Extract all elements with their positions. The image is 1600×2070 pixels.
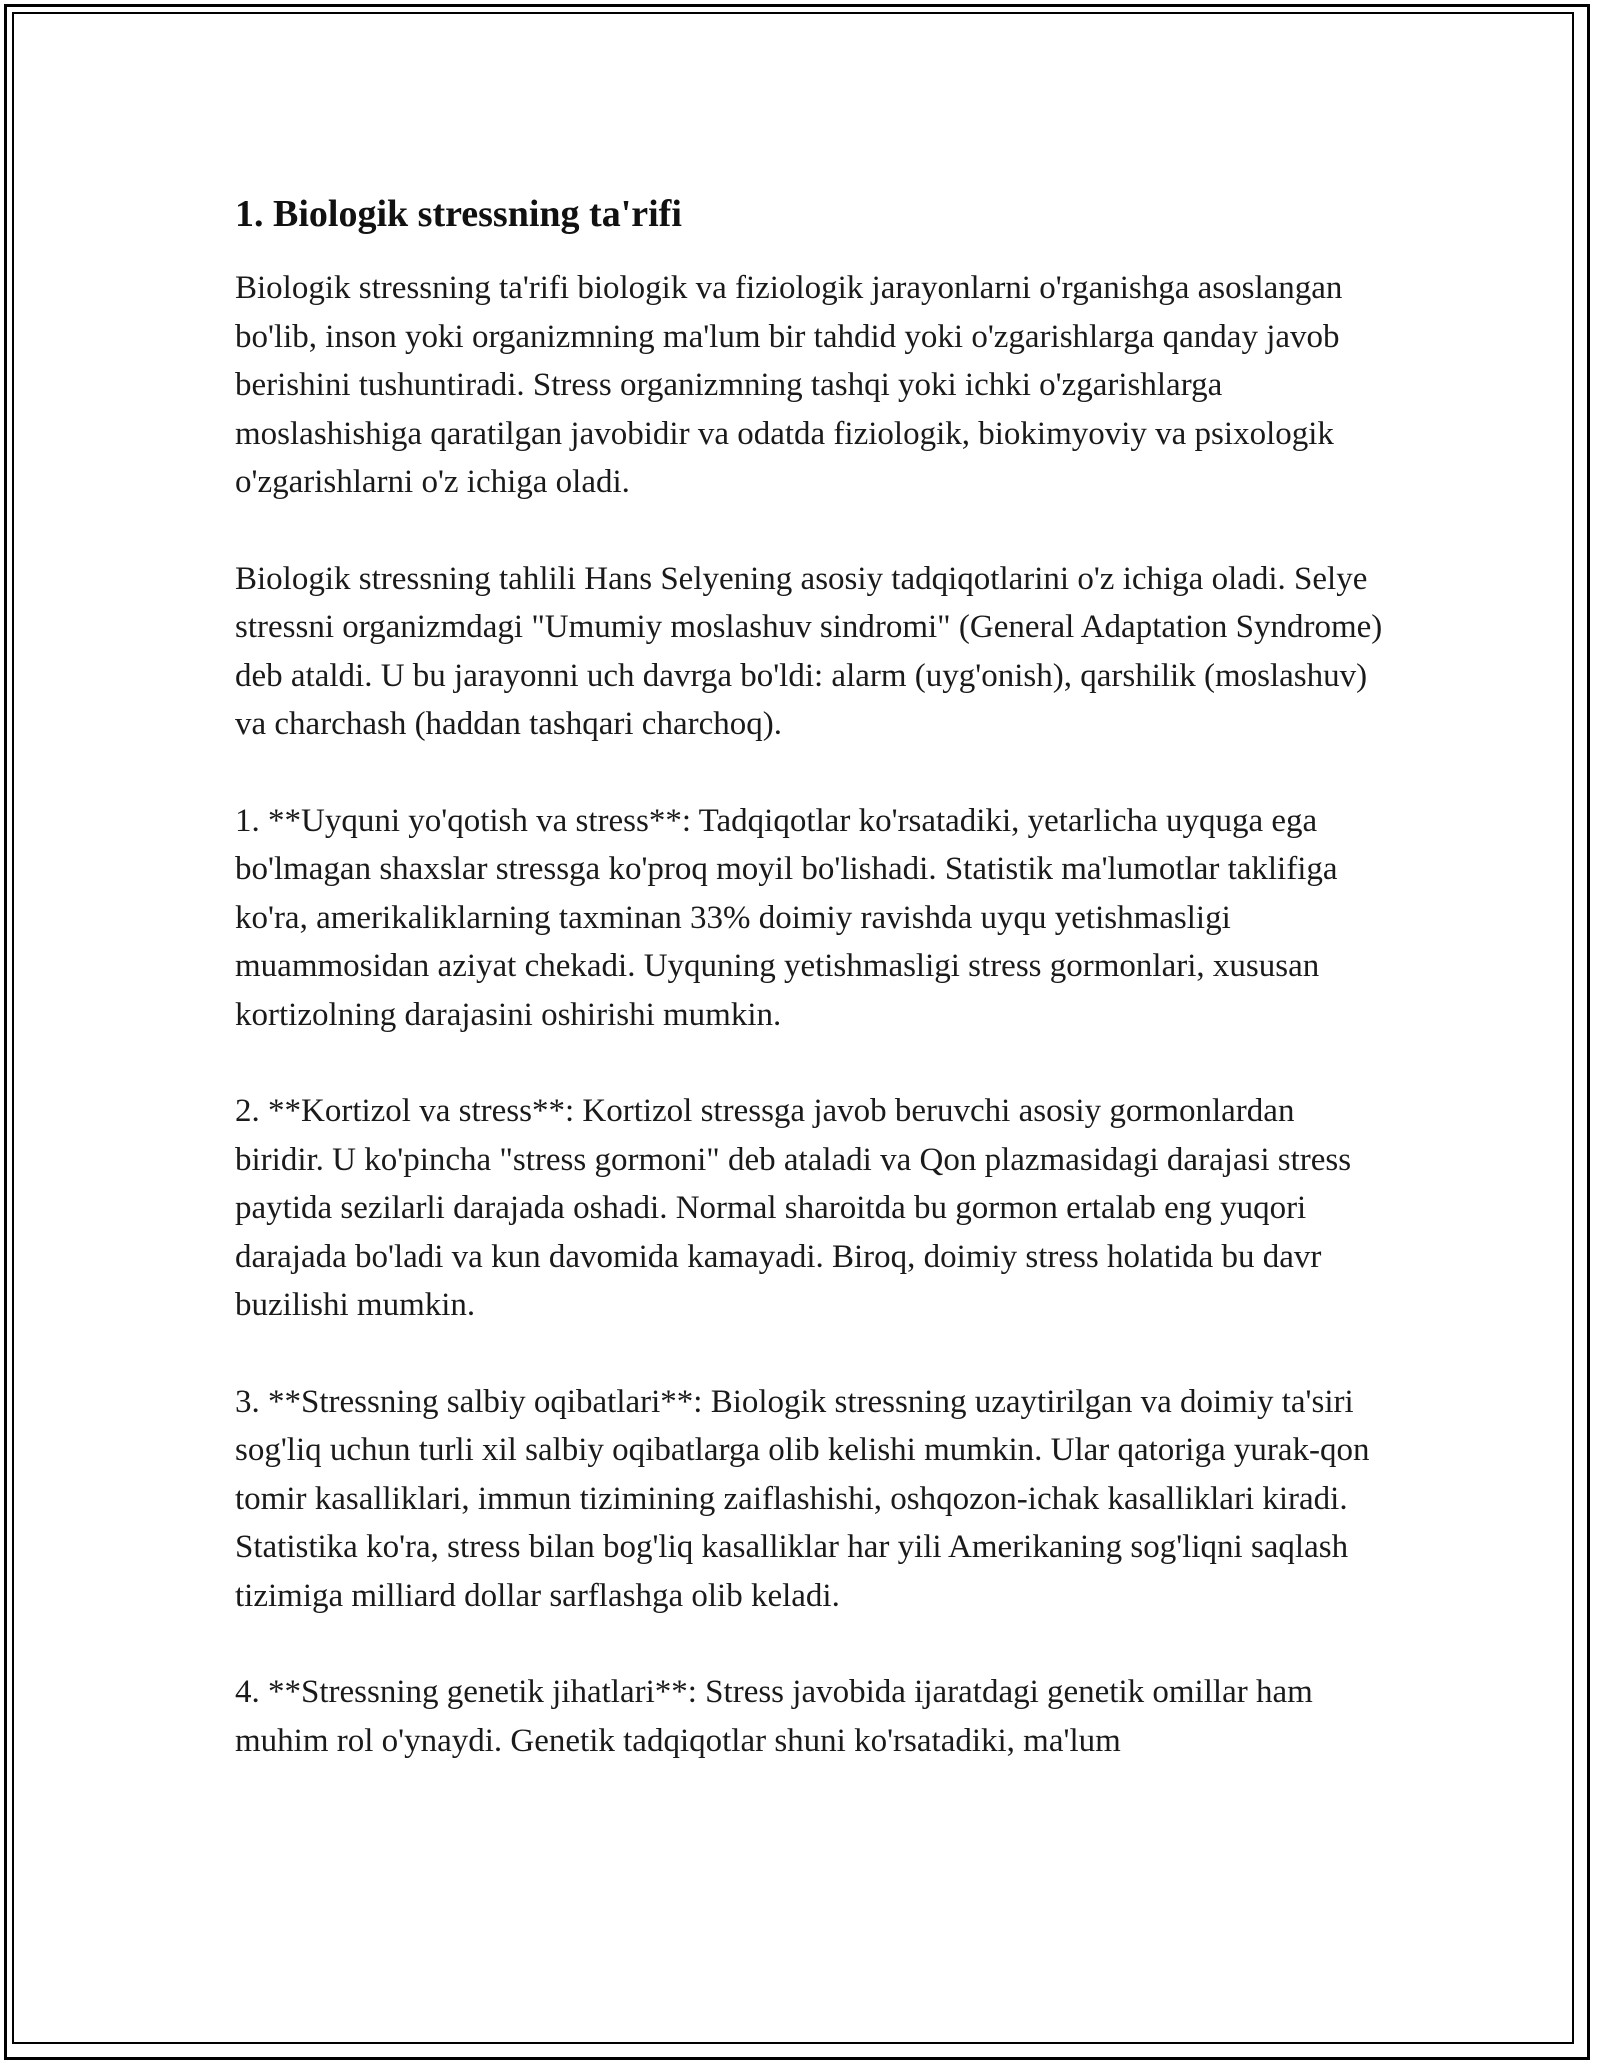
paragraph-selye: Biologik stressning tahlili Hans Selyening asosiy tadqiqotlarini o'z ichiga oladi. Selye stressni organizmdagi "Umumiy moslashuv sindromi" (General Adaptation Syndrome) deb ataldi. U bu jarayonni uch davrga bo'ldi: alarm (uyg'onish), qarshilik (moslashuv) va charchash (haddan tashqari charchoq). bbox=[235, 560, 1383, 742]
paragraph-cortisol: 2. **Kortizol va stress**: Kortizol stressga javob beruvchi asosiy gormonlardan biridir. U ko'pincha "stress gormoni" deb ataladi va Qon plazmasidagi darajasi stress paytida sezilarli darajada oshadi. Normal sharoitda bu gormon ertalab eng yuqori darajada bo'ladi va kun davomida kamayadi. Biroq, doimiy stress holatida bu davr buzilishi mumkin. bbox=[235, 1093, 1352, 1323]
paragraph-definition: Biologik stressning ta'rifi biologik va fiziologik jarayonlarni o'rganishga asoslangan bo'lib, inson yoki organizmning ma'lum bir tahdid yoki o'zgarishlarga qanday javob berishini tushuntiradi. Stress organizmning tashqi yoki ichki o'zgarishlarga moslashishiga qaratilgan javobidir va odatda fiziologik, biokimyoviy va psixologik o'zgarishlarni o'z ichiga oladi. bbox=[235, 270, 1343, 500]
paragraph-genetics: 4. **Stressning genetik jihatlari**: Stress javobida ijaratdagi genetik omillar ham muhim rol o'ynaydi. Genetik tadqiqotlar shuni ko'rsatadiki, ma'lum bbox=[235, 1674, 1313, 1759]
document-body bbox=[235, 188, 1385, 1813]
paragraph-consequences: 3. **Stressning salbiy oqibatlari**: Biologik stressning uzaytirilgan va doimiy ta'siri sog'liq uchun turli xil salbiy oqibatlarga olib kelishi mumkin. Ular qatoriga yurak-qon tomir kasalliklari, immun tizimining zaiflashishi, oshqozon-ichak kasalliklari kiradi. Statistika ko'ra, stress bilan bog'liq kasalliklar har yili Amerikaning sog'liqni saqlash tizimiga milliard dollar sarflashga olib keladi. bbox=[235, 1383, 1370, 1614]
paragraph-sleep: 1. **Uyquni yo'qotish va stress**: Tadqiqotlar ko'rsatadiki, yetarlicha uyquga ega bo'lmagan shaxslar stressga ko'proq moyil bo'lishadi. Statistik ma'lumotlar taklifiga ko'ra, amerikaliklarning taxminan 33% doimiy ravishda uyqu yetishmasligi muammosidan aziyat chekadi. Uyquning yetishmasligi stress gormonlari, xususan kortizolning darajasini oshirishi mumkin. bbox=[235, 802, 1338, 1033]
section-heading: 1. Biologik stressning ta'rifi bbox=[235, 193, 682, 235]
